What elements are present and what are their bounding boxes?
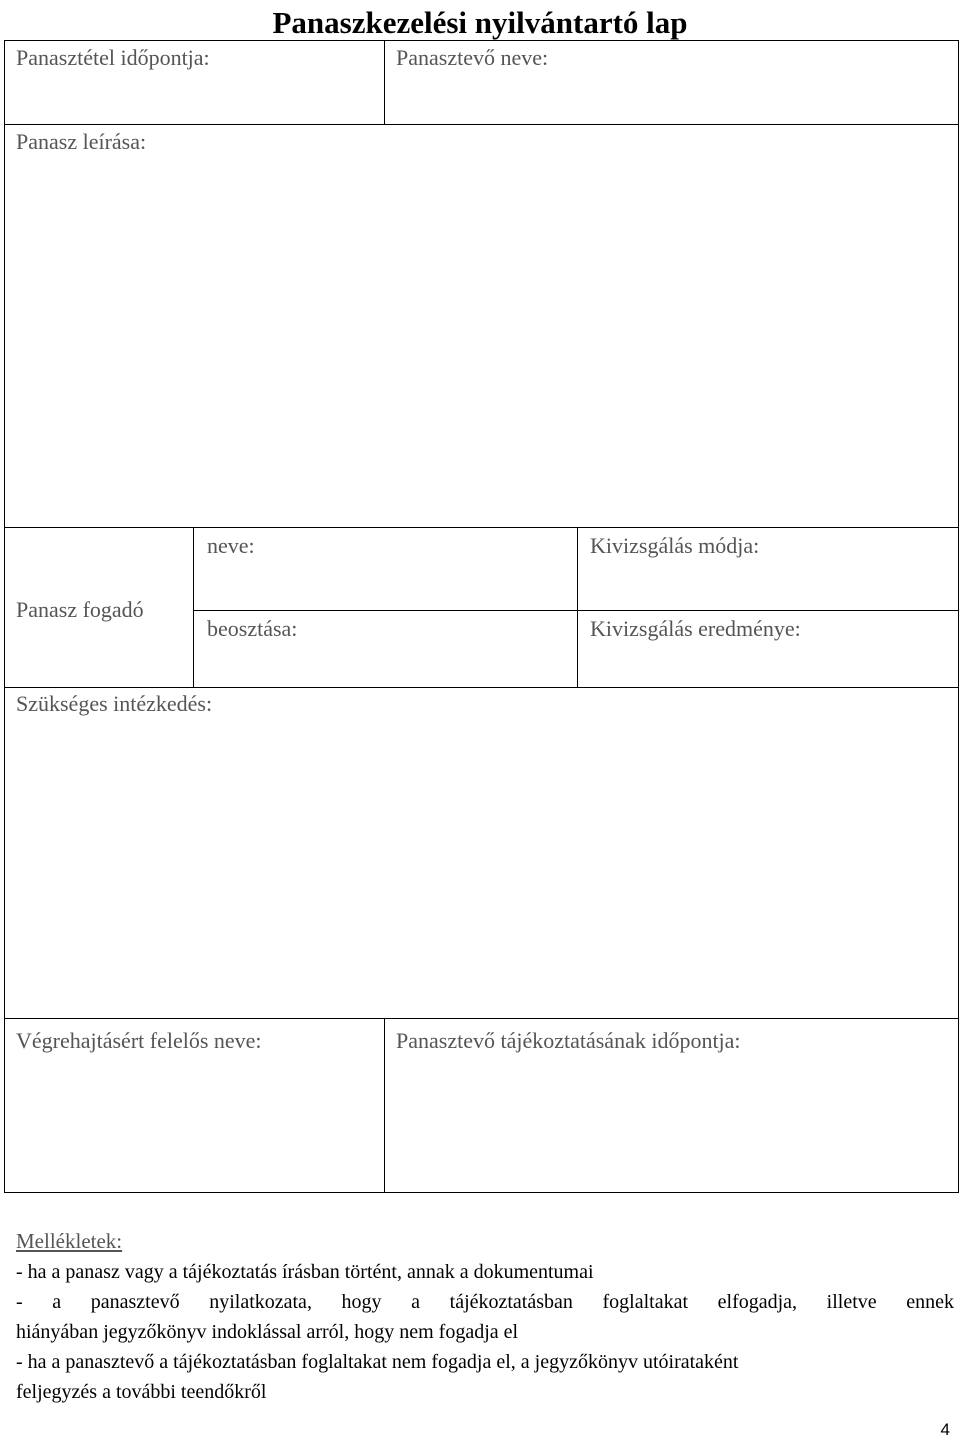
- receiver-name-label: neve:: [207, 533, 255, 558]
- attachment-item: hiányában jegyzőkönyv indoklással arról, hogy nem fogadja el: [16, 1321, 519, 1343]
- executor-name-label: Végrehajtásért felelős neve:: [16, 1028, 262, 1053]
- divider-row-3: [4, 687, 959, 688]
- investigation-result-label: Kivizsgálás eredménye:: [590, 616, 801, 641]
- attachments-section: [16, 1226, 954, 1407]
- attachment-item: - ha a panasz vagy a tájékoztatás írásban történt, annak a dokumentumai: [16, 1261, 594, 1283]
- divider-col-bottom: [384, 1018, 385, 1193]
- divider-col-investigation: [577, 527, 578, 688]
- form-title: Panaszkezelési nyilvántartó lap: [272, 5, 688, 40]
- investigation-method-label: Kivizsgálás módja:: [590, 533, 760, 558]
- divider-col-receiver: [193, 527, 194, 688]
- attachments-heading: Mellékletek:: [16, 1229, 123, 1253]
- notification-date-label: Panasztevő tájékoztatásának időpontja:: [396, 1028, 741, 1053]
- divider-row-4: [4, 1018, 959, 1019]
- table-border-bottom: [4, 1192, 959, 1193]
- divider-col-top: [384, 40, 385, 125]
- receiver-label: Panasz fogadó: [16, 597, 144, 622]
- divider-receiver-inner: [193, 610, 959, 611]
- divider-row-2: [4, 527, 959, 528]
- attachment-item: - a panasztevő nyilatkozata, hogy a tájékoztatásban foglaltakat elfogadja, illetve ennek: [16, 1291, 954, 1313]
- required-action-label: Szükséges intézkedés:: [16, 691, 213, 716]
- page-number: 4: [940, 1420, 950, 1439]
- complaint-description-label: Panasz leírása:: [16, 129, 147, 154]
- table-border-top: [4, 40, 959, 41]
- table-border-left: [4, 40, 5, 1193]
- table-border-right: [958, 40, 959, 1193]
- complaint-date-label: Panasztétel időpontja:: [16, 45, 210, 70]
- receiver-position-label: beosztása:: [207, 616, 298, 641]
- attachment-item: - ha a panasztevő a tájékoztatásban foglaltakat nem fogadja el, a jegyzőkönyv utóirataként: [16, 1351, 739, 1373]
- attachment-item: feljegyzés a további teendőkről: [16, 1381, 267, 1403]
- complainant-name-label: Panasztevő neve:: [396, 45, 549, 70]
- divider-row-1: [4, 124, 959, 125]
